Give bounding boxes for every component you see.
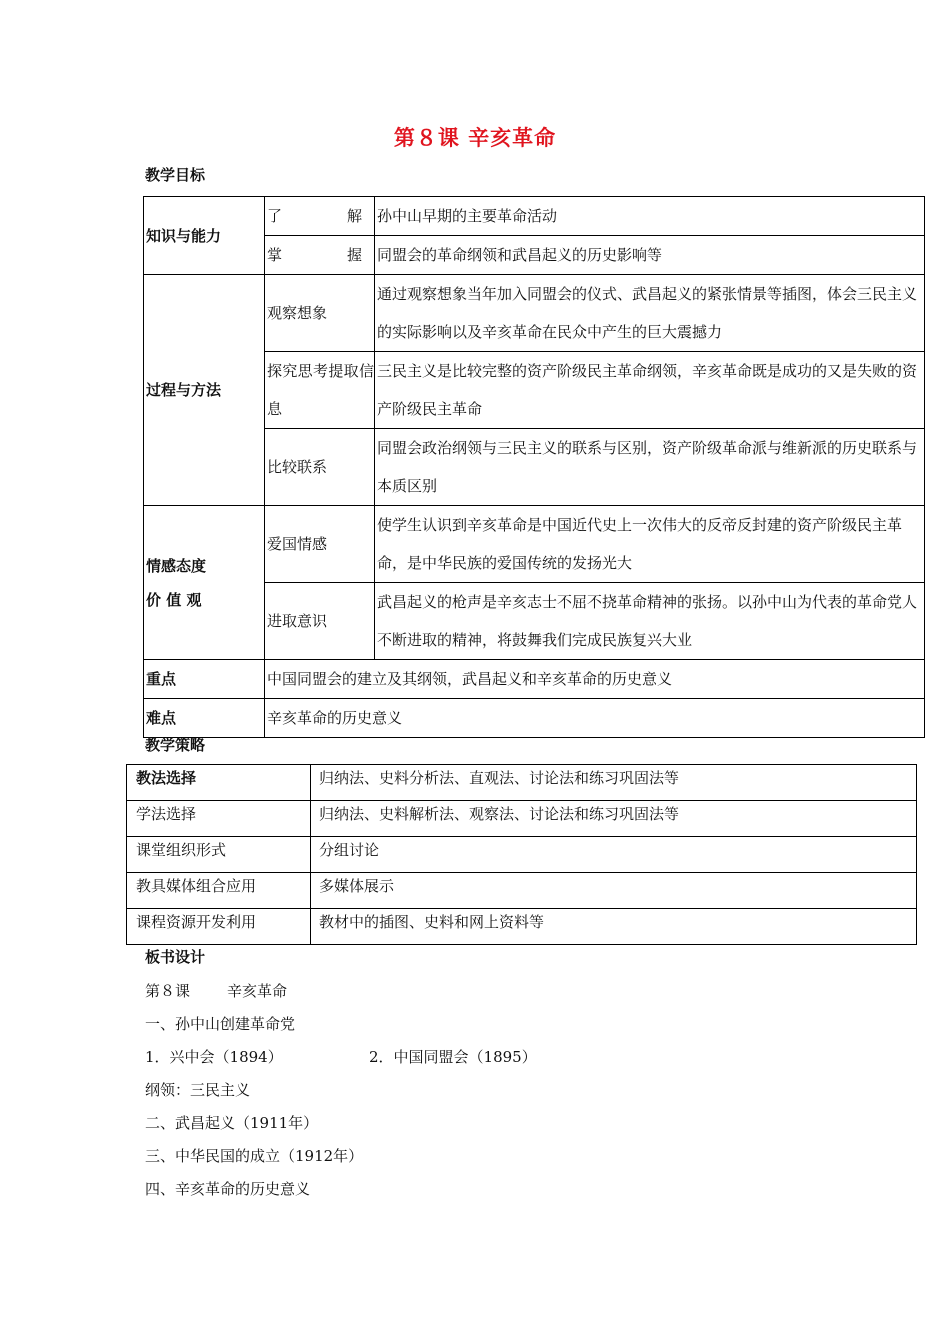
resources-label: 课程资源开发利用 bbox=[127, 909, 311, 945]
resources-content: 教材中的插图、史料和网上资料等 bbox=[311, 909, 917, 945]
difficulty-content: 辛亥革命的历史意义 bbox=[265, 699, 925, 738]
learning-method-content: 归纳法、史料解析法、观察法、讨论法和练习巩固法等 bbox=[311, 801, 917, 837]
lesson-title: 第８课 辛亥革命 bbox=[393, 126, 557, 150]
learning-method-label: 学法选择 bbox=[127, 801, 311, 837]
attitude-label bbox=[144, 506, 265, 660]
attitude-label-line2: 价 值 观 bbox=[146, 590, 202, 609]
key-point-label: 重点 bbox=[144, 660, 265, 699]
process-sub-inquiry: 探究思考提取信息 bbox=[265, 352, 375, 429]
attitude-content-patriotism: 使学生认识到辛亥革命是中国近代史上一次伟大的反帝反封建的资产阶级民主革命，是中华民族的爱国传统的发扬光大 bbox=[375, 506, 925, 583]
key-point-content: 中国同盟会的建立及其纲领，武昌起义和辛亥革命的历史意义 bbox=[265, 660, 925, 699]
media-label: 教具媒体组合应用 bbox=[127, 873, 311, 909]
media-content: 多媒体展示 bbox=[311, 873, 917, 909]
knowledge-content-master: 同盟会的革命纲领和武昌起义的历史影响等 bbox=[375, 236, 925, 275]
attitude-content-enterprise: 武昌起义的枪声是辛亥志士不屈不挠革命精神的张扬。以孙中山为代表的革命党人不断进取的精神，将鼓舞我们完成民族复兴大业 bbox=[375, 583, 925, 660]
board-lesson-num: 第８课 bbox=[145, 982, 191, 1000]
strategy-heading: 教学策略 bbox=[145, 736, 206, 754]
board-lesson-title: 辛亥革命 bbox=[227, 982, 288, 1000]
board-program: 纲领：三民主义 bbox=[145, 1081, 251, 1099]
class-organization-content: 分组讨论 bbox=[311, 837, 917, 873]
objectives-heading: 教学目标 bbox=[145, 166, 206, 184]
board-section-4: 四、辛亥革命的历史意义 bbox=[145, 1180, 311, 1198]
class-organization-label: 课堂组织形式 bbox=[127, 837, 311, 873]
knowledge-sub-understand: 了 解 bbox=[265, 197, 375, 236]
attitude-sub-patriotism: 爱国情感 bbox=[265, 506, 375, 583]
attitude-sub-enterprise: 进取意识 bbox=[265, 583, 375, 660]
knowledge-content-understand: 孙中山早期的主要革命活动 bbox=[375, 197, 925, 236]
process-sub-observe: 观察想象 bbox=[265, 275, 375, 352]
board-section-1: 一、孙中山创建革命党 bbox=[145, 1015, 296, 1033]
board-section-2: 二、武昌起义（1911年） bbox=[145, 1114, 319, 1132]
difficulty-label: 难点 bbox=[144, 699, 265, 738]
teaching-method-content: 归纳法、史料分析法、直观法、讨论法和练习巩固法等 bbox=[311, 765, 917, 801]
teaching-method-label: 教法选择 bbox=[127, 765, 311, 801]
board-item-2: 2．中国同盟会（1895） bbox=[369, 1048, 537, 1066]
board-heading: 板书设计 bbox=[145, 948, 206, 966]
process-content-observe: 通过观察想象当年加入同盟会的仪式、武昌起义的紧张情景等插图，体会三民主义的实际影响以及辛亥革命在民众中产生的巨大震撼力 bbox=[375, 275, 925, 352]
board-section-3: 三、中华民国的成立（1912年） bbox=[145, 1147, 364, 1165]
objectives-table bbox=[143, 196, 925, 738]
attitude-label-line1: 情感态度 bbox=[146, 556, 207, 575]
strategy-table bbox=[126, 764, 917, 945]
process-sub-compare: 比较联系 bbox=[265, 429, 375, 506]
process-content-compare: 同盟会政治纲领与三民主义的联系与区别，资产阶级革命派与维新派的历史联系与本质区别 bbox=[375, 429, 925, 506]
knowledge-sub-master: 掌 握 bbox=[265, 236, 375, 275]
knowledge-label: 知识与能力 bbox=[144, 197, 265, 275]
process-content-inquiry: 三民主义是比较完整的资产阶级民主革命纲领，辛亥革命既是成功的又是失败的资产阶级民主革命 bbox=[375, 352, 925, 429]
process-label: 过程与方法 bbox=[144, 275, 265, 506]
board-item-1: 1．兴中会（1894） bbox=[145, 1048, 283, 1066]
